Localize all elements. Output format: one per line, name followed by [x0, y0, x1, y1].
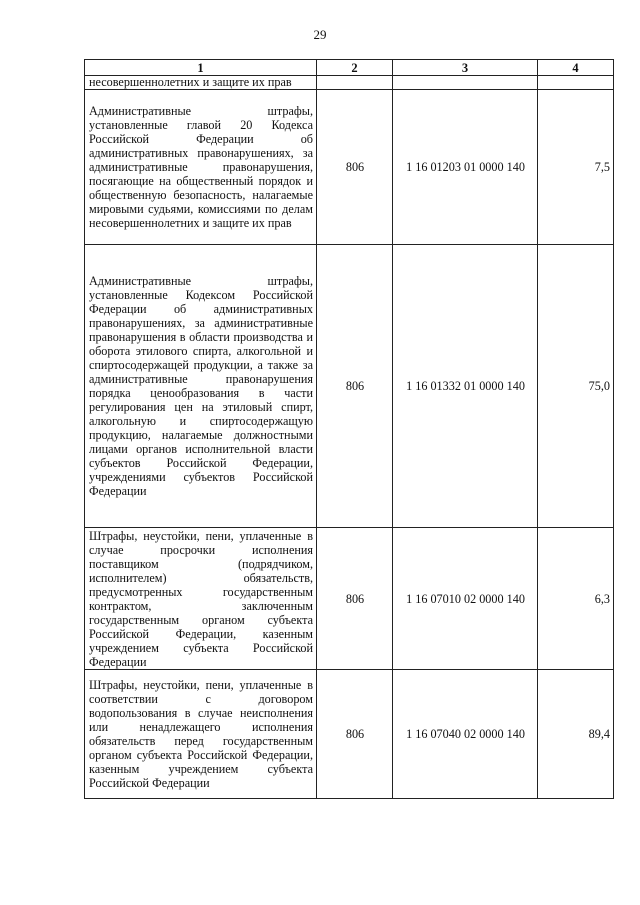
row-admin-code: 806 — [317, 528, 393, 670]
row-budget-classification-code: 1 16 01332 01 0000 140 — [393, 245, 538, 528]
row-admin-code: 806 — [317, 90, 393, 245]
table-row — [85, 245, 614, 528]
table-header-row — [85, 60, 614, 76]
row-description: Административные штрафы, установленные главой 20 Кодекса Российской Федерации об административных правонарушениях, за административные правонарушения, посягающие на общественный порядок и общественную безопасность, налагаемые мировыми судьями, комиссиями по делам несовершеннолетних и защите их прав — [85, 90, 317, 245]
row-amount: 7,5 — [538, 90, 614, 245]
table-row — [85, 670, 614, 799]
row-budget-classification-code — [393, 76, 538, 90]
row-description: Штрафы, неустойки, пени, уплаченные в соответствии с договором водопользования в случае неисполнения или ненадлежащего исполнения обязательств перед государственным органом субъекта Российской Федерации, казенным учреждением субъекта Российской Федерации — [85, 670, 317, 799]
header-col-1: 1 — [85, 60, 317, 76]
row-budget-classification-code: 1 16 07010 02 0000 140 — [393, 528, 538, 670]
row-description: Административные штрафы, установленные Кодексом Российской Федерации об административных правонарушениях, за административные правонарушения в области производства и оборота этилового спирта, алкогольной и спиртосодержащей продукции, а также за административные правонарушения порядка ценообразования в части регулирования цен на этиловый спирт, алкогольную и спиртосодержащую продукцию, налагаемые должностными лицами органов исполнительной власти субъектов Российской Федерации, учреждениями субъектов Российской Федерации — [85, 245, 317, 528]
row-admin-code — [317, 76, 393, 90]
row-admin-code: 806 — [317, 670, 393, 799]
page-number: 29 — [313, 27, 327, 42]
row-amount: 89,4 — [538, 670, 614, 799]
row-amount: 75,0 — [538, 245, 614, 528]
header-col-3: 3 — [393, 60, 538, 76]
header-col-2: 2 — [317, 60, 393, 76]
table-row — [85, 90, 614, 245]
row-description: Штрафы, неустойки, пени, уплаченные в случае просрочки исполнения поставщиком (подрядчиком, исполнителем) обязательств, предусмотренных государственным контрактом, заключенным государственным органом субъекта Российской Федерации, казенным учреждением субъекта Российской Федерации — [85, 528, 317, 670]
table-row — [85, 528, 614, 670]
budget-revenue-table — [84, 59, 614, 799]
table-row — [85, 76, 614, 90]
row-amount: 6,3 — [538, 528, 614, 670]
row-amount — [538, 76, 614, 90]
row-budget-classification-code: 1 16 07040 02 0000 140 — [393, 670, 538, 799]
row-admin-code: 806 — [317, 245, 393, 528]
header-col-4: 4 — [538, 60, 614, 76]
row-description: несовершеннолетних и защите их прав — [85, 76, 317, 90]
row-budget-classification-code: 1 16 01203 01 0000 140 — [393, 90, 538, 245]
